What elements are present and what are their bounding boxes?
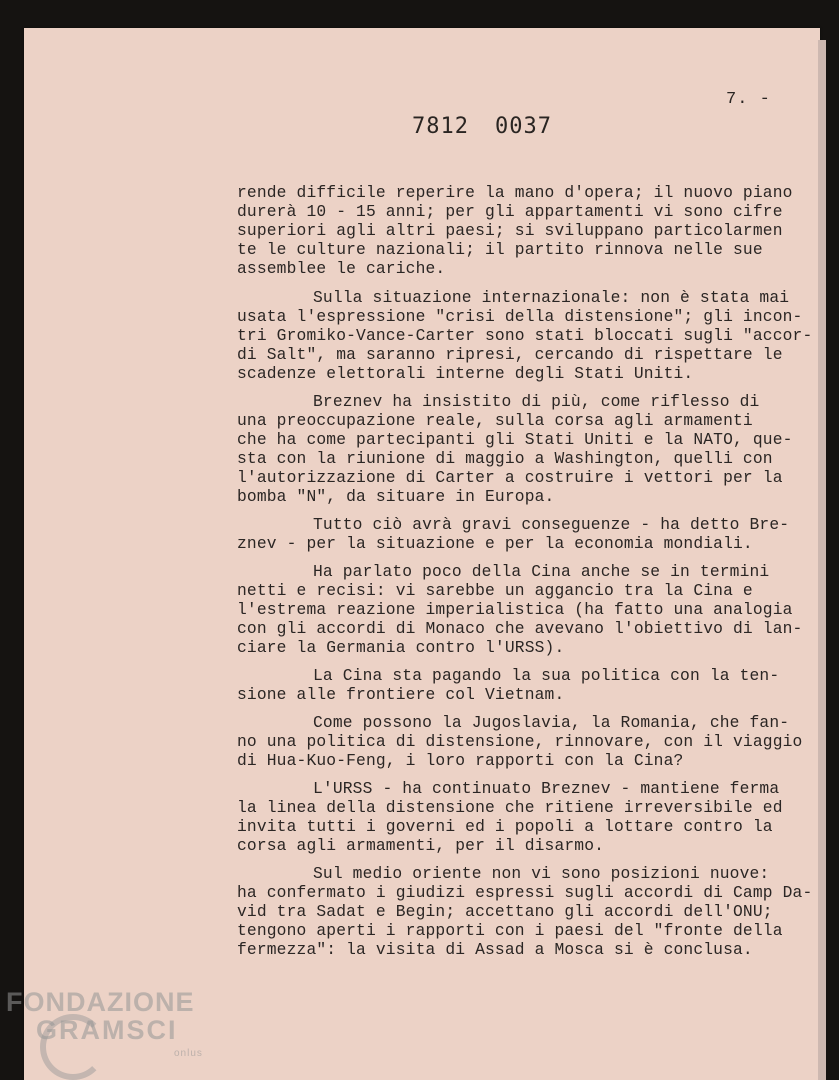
paragraph xyxy=(237,666,807,704)
text-line: Ha parlato poco della Cina anche se in termini xyxy=(313,562,770,581)
text-line: tengono aperti i rapporti con i paesi del "fronte della xyxy=(237,921,783,940)
watermark-line2: GRAMSCI xyxy=(36,1015,178,1045)
page-edge xyxy=(818,40,826,1080)
paragraph xyxy=(237,392,807,506)
paragraph xyxy=(237,562,807,657)
text-line: Sul medio oriente non vi sono posizioni nuove: xyxy=(313,864,770,883)
text-line: una preoccupazione reale, sulla corsa agli armamenti xyxy=(237,411,753,430)
text-line: Breznev ha insistito di più, come riflesso di xyxy=(313,392,760,411)
text-line: no una politica di distensione, rinnovare, con il viaggio xyxy=(237,732,803,751)
text-line: ha confermato i giudizi espressi sugli accordi di Camp Da- xyxy=(237,883,813,902)
text-line: superiori agli altri paesi; si sviluppano particolarmen xyxy=(237,221,783,240)
text-line: te le culture nazionali; il partito rinnova nelle sue xyxy=(237,240,763,259)
text-line: durerà 10 - 15 anni; per gli appartamenti vi sono cifre xyxy=(237,202,783,221)
text-line: rende difficile reperire la mano d'opera; il nuovo piano xyxy=(237,183,793,202)
text-line: di Hua-Kuo-Feng, i loro rapporti con la Cina? xyxy=(237,751,684,770)
text-line: con gli accordi di Monaco che avevano l'obiettivo di lan- xyxy=(237,619,803,638)
text-line: di Salt", ma saranno ripresi, cercando di rispettare le xyxy=(237,345,783,364)
text-line: l'autorizzazione di Carter a costruire i vettori per la xyxy=(237,468,783,487)
watermark-logo xyxy=(6,987,203,1059)
watermark-line1: FONDAZIONE xyxy=(6,987,195,1017)
body-text xyxy=(237,183,813,968)
text-line: usata l'espressione "crisi della distensione"; gli incon- xyxy=(237,307,803,326)
watermark-line3: onlus xyxy=(174,1048,203,1059)
paragraph xyxy=(237,713,807,770)
text-line: La Cina sta pagando la sua politica con la ten- xyxy=(313,666,780,685)
text-line: vid tra Sadat e Begin; accettano gli accordi dell'ONU; xyxy=(237,902,773,921)
text-line: l'estrema reazione imperialistica (ha fatto una analogia xyxy=(237,600,793,619)
document-code-left: 7812 xyxy=(412,114,469,139)
text-line: invita tutti i governi ed i popoli a lottare contro la xyxy=(237,817,773,836)
text-line: ciare la Germania contro l'URSS). xyxy=(237,638,565,657)
text-line: fermezza": la visita di Assad a Mosca si è conclusa. xyxy=(237,940,753,959)
gramsci-logo-icon xyxy=(40,1014,106,1080)
text-line: che ha come partecipanti gli Stati Uniti e la NATO, que- xyxy=(237,430,793,449)
text-line: la linea della distensione che ritiene irreversibile ed xyxy=(237,798,783,817)
document-code-right: 0037 xyxy=(494,114,552,139)
text-line: sione alle frontiere col Vietnam. xyxy=(237,685,565,704)
text-line: Sulla situazione internazionale: non è stata mai xyxy=(313,288,790,307)
text-line: Tutto ciò avrà gravi conseguenze - ha detto Bre- xyxy=(313,515,790,534)
text-line: corsa agli armamenti, per il disarmo. xyxy=(237,836,605,855)
text-line: assemblee le cariche. xyxy=(237,259,446,278)
paragraph xyxy=(237,288,813,383)
text-line: Come possono la Jugoslavia, la Romania, che fan- xyxy=(313,713,790,732)
text-line: L'URSS - ha continuato Breznev - mantiene ferma xyxy=(313,779,780,798)
text-line: sta con la riunione di maggio a Washington, quelli con xyxy=(237,449,773,468)
paragraph xyxy=(237,183,807,278)
paragraph xyxy=(237,864,813,959)
text-line: znev - per la situazione e per la economia mondiali. xyxy=(237,534,753,553)
text-line: bomba "N", da situare in Europa. xyxy=(237,487,555,506)
page-number: 7. - xyxy=(726,90,771,109)
document-code xyxy=(412,114,552,139)
paragraph xyxy=(237,515,807,553)
text-line: scadenze elettorali interne degli Stati Uniti. xyxy=(237,364,694,383)
text-line: tri Gromiko-Vance-Carter sono stati bloccati sugli "accor- xyxy=(237,326,813,345)
text-line: netti e recisi: vi sarebbe un aggancio tra la Cina e xyxy=(237,581,753,600)
paragraph xyxy=(237,779,807,855)
